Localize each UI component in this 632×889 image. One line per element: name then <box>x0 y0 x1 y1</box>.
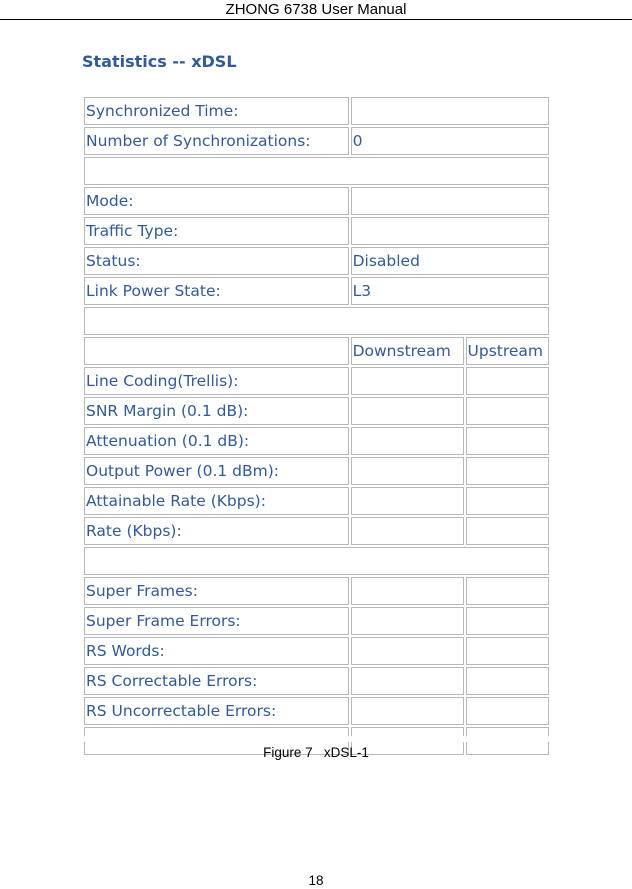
downstream-value <box>351 397 464 425</box>
link-power-state-value: L3 <box>351 277 549 305</box>
upstream-value <box>466 607 549 635</box>
downstream-value <box>351 427 464 455</box>
column-header-downstream: Downstream <box>351 337 464 365</box>
upstream-value <box>466 517 549 545</box>
header-rule <box>0 19 632 20</box>
spacer-cell <box>84 307 549 335</box>
figure-caption: Figure 7 xDSL-1 <box>263 745 369 760</box>
upstream-value <box>466 637 549 665</box>
table-row <box>84 637 549 665</box>
table-row-traffic-type <box>84 217 549 245</box>
synchronized-time-value <box>351 97 549 125</box>
table-row-spacer <box>84 307 549 335</box>
upstream-value <box>466 697 549 725</box>
traffic-type-value <box>351 217 549 245</box>
table-row <box>84 607 549 635</box>
row-label: Line Coding(Trellis): <box>84 367 349 395</box>
row-label: Super Frames: <box>84 577 349 605</box>
downstream-value <box>351 457 464 485</box>
table-row-spacer <box>84 547 549 575</box>
table-row <box>84 577 549 605</box>
status-value: Disabled <box>351 247 549 275</box>
link-power-state-label: Link Power State: <box>84 277 349 305</box>
screenshot-crop-edge <box>82 736 552 742</box>
downstream-value <box>351 367 464 395</box>
column-header-upstream: Upstream <box>466 337 549 365</box>
status-label: Status: <box>84 247 349 275</box>
downstream-value <box>351 607 464 635</box>
row-label: SNR Margin (0.1 dB): <box>84 397 349 425</box>
downstream-value <box>351 577 464 605</box>
table-row-status <box>84 247 549 275</box>
section-title: Statistics -- xDSL <box>82 52 237 71</box>
xdsl-statistics-table <box>82 95 551 757</box>
table-row-link-power-state <box>84 277 549 305</box>
table-row <box>84 697 549 725</box>
downstream-value <box>351 697 464 725</box>
row-label: Attenuation (0.1 dB): <box>84 427 349 455</box>
row-label: RS Uncorrectable Errors: <box>84 697 349 725</box>
table-row-synchronized-time <box>84 97 549 125</box>
spacer-cell <box>84 547 549 575</box>
table-row <box>84 667 549 695</box>
upstream-value <box>466 667 549 695</box>
table-row-spacer <box>84 157 549 185</box>
upstream-value <box>466 397 549 425</box>
downstream-value <box>351 667 464 695</box>
downstream-value <box>351 517 464 545</box>
table-row <box>84 517 549 545</box>
column-header-empty <box>84 337 349 365</box>
number-of-synchronizations-value: 0 <box>351 127 549 155</box>
traffic-type-label: Traffic Type: <box>84 217 349 245</box>
row-label: Output Power (0.1 dBm): <box>84 457 349 485</box>
row-label: RS Words: <box>84 637 349 665</box>
row-label: Super Frame Errors: <box>84 607 349 635</box>
downstream-value <box>351 487 464 515</box>
synchronized-time-label: Synchronized Time: <box>84 97 349 125</box>
table-row-column-headers <box>84 337 549 365</box>
upstream-value <box>466 487 549 515</box>
upstream-value <box>466 577 549 605</box>
row-label: RS Correctable Errors: <box>84 667 349 695</box>
page-number: 18 <box>308 873 324 888</box>
mode-value <box>351 187 549 215</box>
downstream-value <box>351 637 464 665</box>
document-header: ZHONG 6738 User Manual <box>225 1 407 18</box>
number-of-synchronizations-label: Number of Synchronizations: <box>84 127 349 155</box>
upstream-value <box>466 427 549 455</box>
table-row-number-of-synchronizations <box>84 127 549 155</box>
table-row <box>84 487 549 515</box>
table-row <box>84 457 549 485</box>
spacer-cell <box>84 157 549 185</box>
upstream-value <box>466 367 549 395</box>
table-row <box>84 367 549 395</box>
row-label: Attainable Rate (Kbps): <box>84 487 349 515</box>
mode-label: Mode: <box>84 187 349 215</box>
table-row <box>84 427 549 455</box>
upstream-value <box>466 457 549 485</box>
table-row-mode <box>84 187 549 215</box>
row-label: Rate (Kbps): <box>84 517 349 545</box>
table-row <box>84 397 549 425</box>
